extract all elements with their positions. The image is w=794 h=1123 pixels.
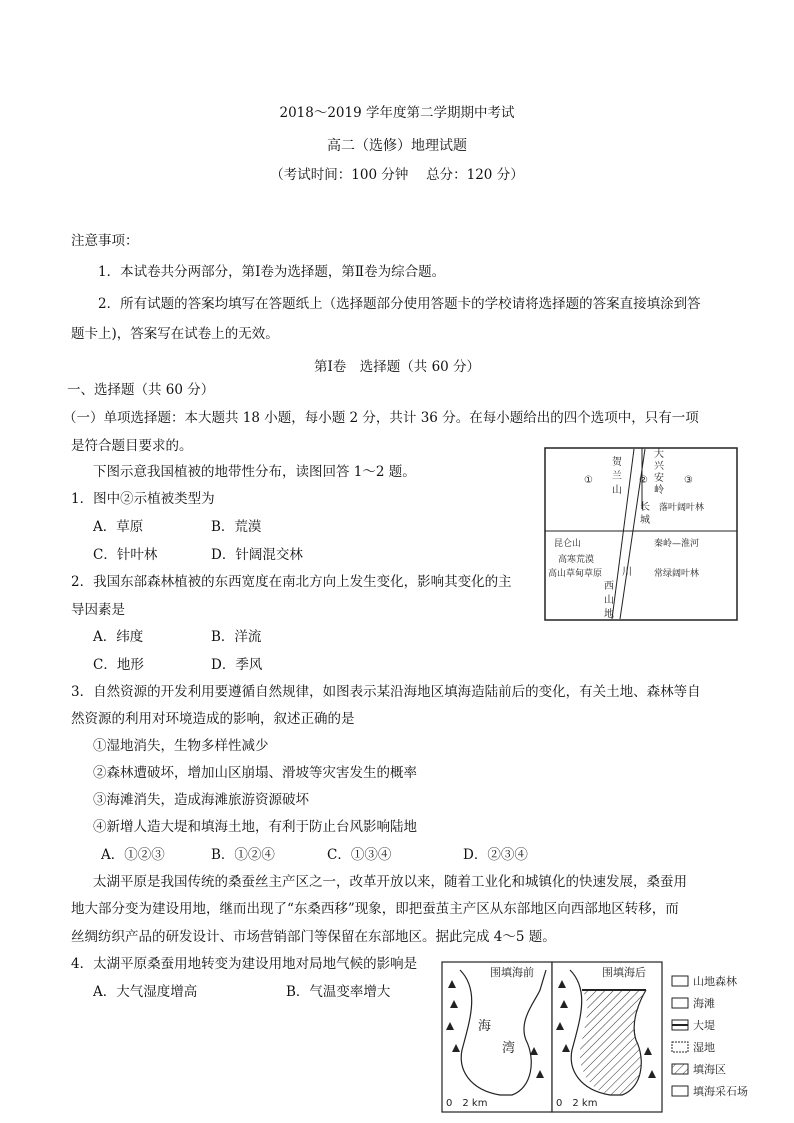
map-legend	[672, 974, 748, 1098]
q2-option-a: A．纬度	[93, 629, 144, 645]
q3-statement-4: ④新增人造大堤和填海土地，有利于防止台风影响陆地	[93, 819, 417, 835]
q1-option-c: C．针叶林	[93, 547, 158, 563]
daxing-char-3: 安	[654, 473, 664, 484]
changcheng-char-1: 长	[640, 502, 650, 513]
notice-item-1: 1．本试卷共分两部分，第Ⅰ卷为选择题，第Ⅱ卷为综合题。	[98, 264, 446, 280]
section-title: 第Ⅰ卷 选择题（共 60 分）	[313, 359, 481, 375]
daxing-char-2: 兴	[654, 461, 664, 472]
q3-statement-3: ③海滩消失，造成海滩旅游资源破坏	[93, 792, 309, 808]
q2-option-c: C．地形	[93, 657, 144, 673]
q4-option-b: B．气温变率增大	[286, 984, 391, 1000]
land-reclamation-map	[440, 960, 770, 1115]
chuanxi-char-3: 山	[604, 595, 614, 606]
section-intro: （一）单项选择题：本大题共 18 小题，每小题 2 分，共计 36 分。在每小题给出的四个选项中，只有一项	[63, 410, 699, 426]
q3-statement-2: ②森林遭破坏，增加山区崩塌、滑坡等灾害发生的概率	[93, 765, 417, 781]
legend-reclaimed: 填海区	[693, 1063, 726, 1076]
q4-stem: 4．太湖平原桑蚕用地转变为建设用地对局地气候的影响是	[71, 956, 418, 972]
panel-before	[442, 962, 552, 1112]
legend-forest: 山地森林	[693, 975, 737, 988]
exam-subtitle: 高二（选修）地理试题	[327, 138, 467, 154]
legend-beach: 海滩	[693, 997, 715, 1010]
vegetation-zonation-map	[544, 447, 738, 621]
legend-quarry: 填海采石场	[693, 1085, 748, 1098]
helan-char-1: 贺	[612, 457, 622, 468]
alpine-meadow-label: 高山草甸草原	[548, 569, 603, 579]
after-label: 围填海后	[602, 966, 646, 979]
passage-line-1: 太湖平原是我国传统的桑蚕丝主产区之一，改革开放以来，随着工业化和城镇化的快速发展，桑蚕用	[93, 874, 687, 890]
changcheng-char-2: 城	[640, 515, 650, 526]
region-3-label: ③	[684, 475, 693, 486]
chuanxi-char-2: 西	[604, 581, 614, 592]
daxing-char-4: 岭	[654, 485, 664, 496]
q3-option-a: A．①②③	[101, 847, 165, 863]
notice-title: 注意事项：	[71, 233, 139, 249]
kunlun-label: 昆仑山	[554, 539, 582, 549]
chuanxi-char-1: 川	[622, 567, 632, 578]
legend-seawall: 大堤	[693, 1019, 715, 1032]
passage-line-2: 地大部分变为建设用地，继而出现了“东桑西移”现象，即把蚕茧主产区从东部地区向西部地区转移，而	[71, 901, 679, 917]
q1-option-b: B．荒漠	[211, 519, 262, 535]
qinling-huaihe-label: 秦岭—淮河	[654, 539, 700, 549]
daxing-char-1: 大	[654, 449, 664, 460]
part-title: 一、选择题（共 60 分）	[67, 382, 215, 398]
q3-option-d: D．②③④	[463, 847, 528, 863]
q2-option-b: B．洋流	[211, 629, 262, 645]
q3-stem: 3．自然资源的开发利用要遵循自然规律，如图表示某沿海地区填海造陆前后的变化，有关土地、森林等自	[71, 684, 701, 700]
hai-label: 海	[478, 1019, 492, 1034]
chuanxi-char-4: 地	[604, 609, 614, 620]
passage-line-3: 丝绸纺织产品的研发设计、市场营销部门等保留在东部地区。据此完成 4～5 题。	[71, 929, 556, 945]
alpine-desert-label: 高寒荒漠	[558, 555, 595, 565]
wan-label: 湾	[502, 1041, 516, 1056]
exam-title: 2018～2019 学年度第二学期期中考试	[279, 105, 515, 121]
q2-option-d: D．季风	[211, 657, 263, 673]
q2-stem-cont: 导因素是	[71, 602, 125, 618]
q3-option-b: B．①②④	[211, 847, 275, 863]
q1-option-a: A．草原	[93, 519, 144, 535]
legend-wetland: 湿地	[693, 1041, 715, 1054]
question-group-1-stem: 下图示意我国植被的地带性分布，读图回答 1～2 题。	[93, 464, 416, 480]
notice-item-2-cont: 题卡上)，答案写在试卷上的无效。	[71, 326, 279, 342]
section-intro-cont: 是符合题目要求的。	[71, 438, 193, 454]
deciduous-forest-label: 落叶阔叶林	[659, 503, 705, 513]
helan-char-2: 兰	[612, 471, 622, 482]
q1-option-d: D．针阔混交林	[211, 547, 303, 563]
q4-option-a: A．大气湿度增高	[93, 984, 198, 1000]
notice-item-2: 2．所有试题的答案均填写在答题纸上（选择题部分使用答题卡的学校请将选择题的答案直接填涂到答	[98, 296, 701, 312]
reclaimed-area	[580, 990, 646, 1095]
scale-bar-after: 0 2 km	[556, 1098, 598, 1109]
helan-char-3: 山	[612, 485, 622, 496]
q3-statement-1: ①湿地消失，生物多样性减少	[93, 738, 269, 754]
q3-option-c: C．①③④	[327, 847, 392, 863]
exam-time-info: （考试时间：100 分钟 总分：120 分）	[270, 167, 524, 183]
scale-bar-before: 0 2 km	[446, 1098, 488, 1109]
evergreen-forest-label: 常绿阔叶林	[654, 569, 700, 579]
q3-stem-cont: 然资源的利用对环境造成的影响，叙述正确的是	[71, 711, 355, 727]
region-2-label: ②	[639, 475, 648, 486]
before-label: 围填海前	[490, 966, 534, 979]
q1-stem: 1．图中②示植被类型为	[71, 491, 215, 507]
q2-stem: 2．我国东部森林植被的东西宽度在南北方向上发生变化，影响其变化的主	[71, 574, 512, 590]
region-1-label: ①	[584, 475, 593, 486]
